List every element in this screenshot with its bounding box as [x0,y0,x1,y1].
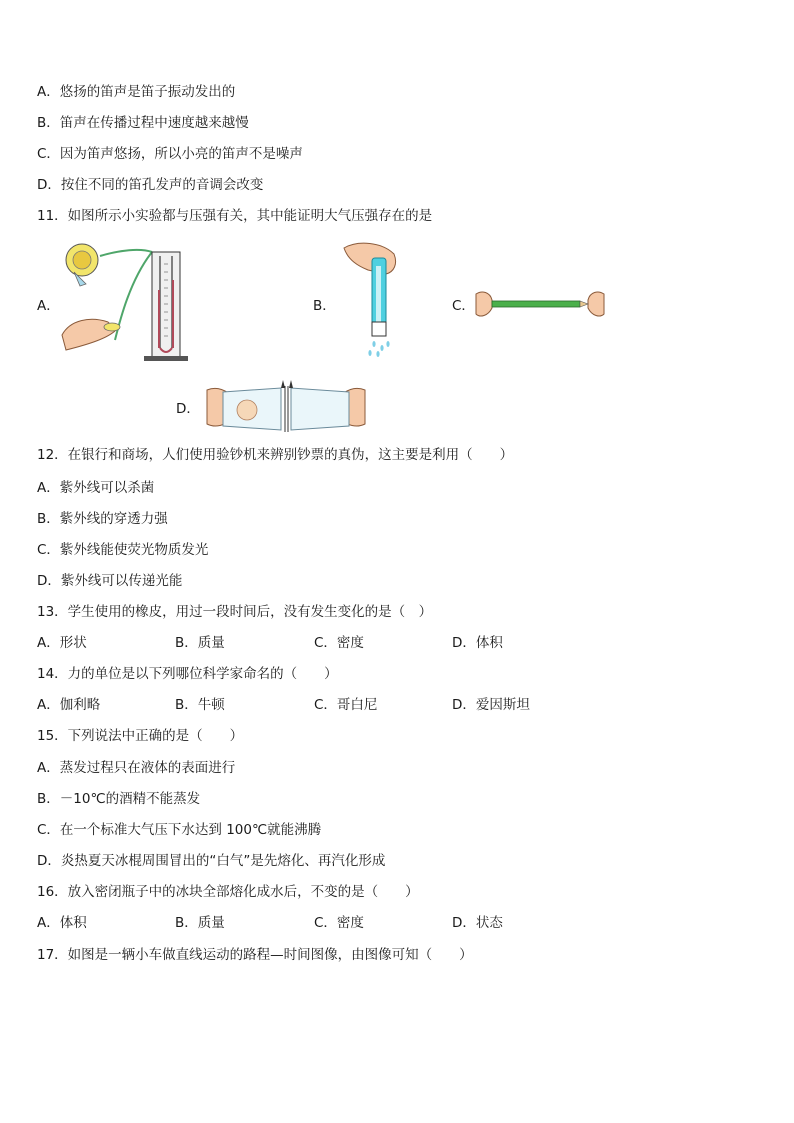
q12-option-d: D．紫外线可以传递光能 [37,573,183,589]
q13-option-d: D．体积 [452,635,503,651]
q11-label-a: A． [37,298,60,314]
q11-figure-a [60,240,210,365]
q14-option-c: C．哥白尼 [314,697,378,713]
q10-option-a: A．悠扬的笛声是笛子振动发出的 [37,84,236,100]
q12-option-c: C．紫外线能使荧光物质发光 [37,542,209,558]
q15-stem: 15．下列说法中正确的是（ ） [37,728,244,744]
q15-option-d: D．炎热夏天冰棍周围冒出的“白气”是先熔化、再汽化形成 [37,853,386,869]
q17-stem: 17．如图是一辆小车做直线运动的路程—时间图像，由图像可知（ ） [37,947,473,963]
q14-option-b: B．牛顿 [175,697,225,713]
q12-stem: 12．在银行和商场，人们使用验钞机来辨别钞票的真伪，这主要是利用（ ） [37,447,514,463]
q11-label-c: C． [452,298,475,314]
q13-stem: 13．学生使用的橡皮，用过一段时间后，没有发生变化的是（ ） [37,604,433,620]
q10-option-c: C．因为笛声悠扬，所以小亮的笛声不是噪声 [37,146,303,162]
q11-figure-c [476,286,604,322]
q16-option-a: A．体积 [37,915,87,931]
q10-option-d: D．按住不同的笛孔发声的音调会改变 [37,177,264,193]
q16-option-b: B．质量 [175,915,225,931]
q14-option-d: D．爱因斯坦 [452,697,530,713]
q13-option-b: B．质量 [175,635,225,651]
q11-label-b: B． [313,298,336,314]
q14-option-a: A．伽利略 [37,697,101,713]
q16-option-c: C．密度 [314,915,364,931]
q11-figure-d [203,378,369,438]
q11-label-d: D． [176,401,200,417]
q11-figure-b [338,240,408,362]
q14-stem: 14．力的单位是以下列哪位科学家命名的（ ） [37,666,338,682]
q10-option-b: B．笛声在传播过程中速度越来越慢 [37,115,249,131]
q13-option-c: C．密度 [314,635,364,651]
q15-option-b: B．－10℃的酒精不能蒸发 [37,791,201,807]
q16-option-d: D．状态 [452,915,503,931]
q15-option-c: C．在一个标准大气压下水达到 100℃就能沸腾 [37,822,322,838]
q12-option-a: A．紫外线可以杀菌 [37,480,155,496]
q16-stem: 16．放入密闭瓶子中的冰块全部熔化成水后，不变的是（ ） [37,884,419,900]
q12-option-b: B．紫外线的穿透力强 [37,511,168,527]
q11-stem: 11．如图所示小实验都与压强有关，其中能证明大气压强存在的是 [37,208,433,224]
q13-option-a: A．形状 [37,635,87,651]
q15-option-a: A．蒸发过程只在液体的表面进行 [37,760,236,776]
